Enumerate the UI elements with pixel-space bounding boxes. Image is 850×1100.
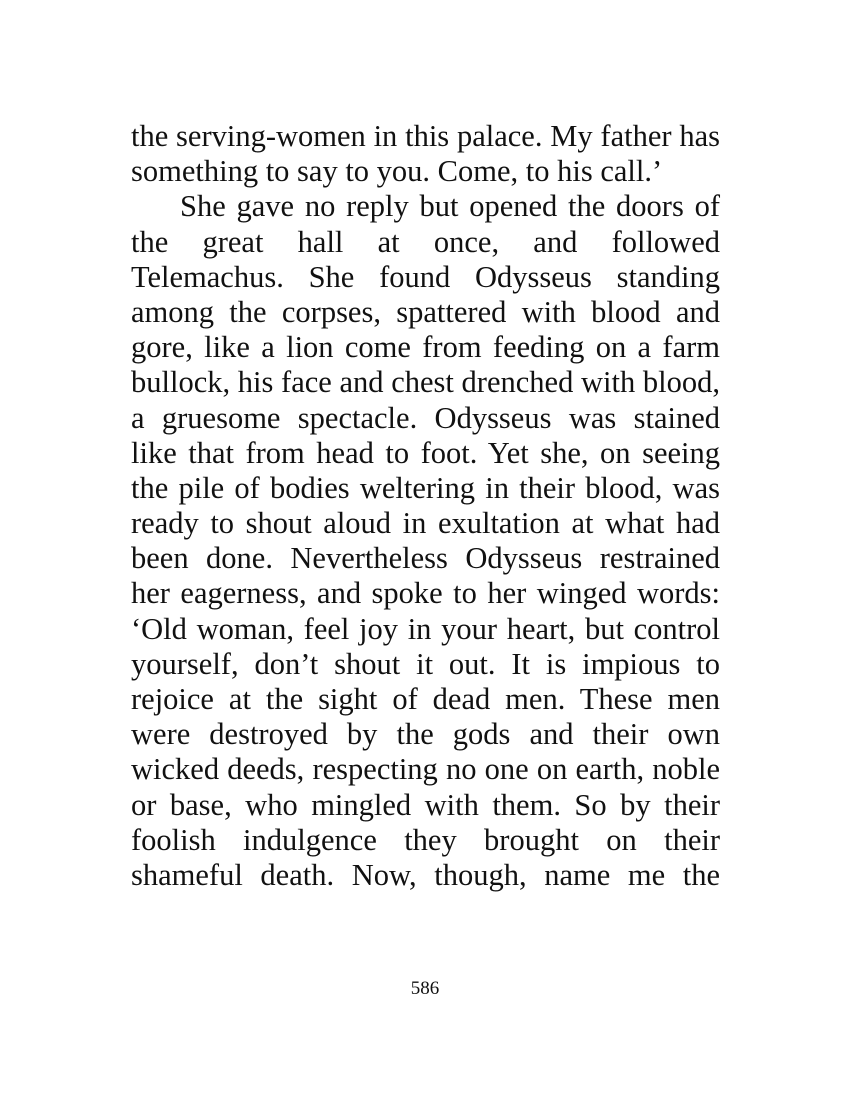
text-line: foolish indulgence they brought on their bbox=[131, 822, 720, 857]
text-line: ‘Old woman, feel joy in your heart, but control bbox=[131, 611, 720, 646]
paragraph-first-line: She gave no reply but opened the doors of bbox=[180, 189, 720, 224]
text-line: bullock, his face and chest drenched with blood, bbox=[131, 365, 720, 400]
text-line: gore, like a lion come from feeding on a farm bbox=[131, 330, 720, 365]
text-line: a gruesome spectacle. Odysseus was stained bbox=[131, 400, 720, 435]
text-line: among the corpses, spattered with blood and bbox=[131, 294, 720, 329]
text-line: were destroyed by the gods and their own bbox=[131, 717, 720, 752]
text-line: been done. Nevertheless Odysseus restrained bbox=[131, 541, 720, 576]
page-number: 586 bbox=[410, 978, 440, 999]
text-line: wicked deeds, respecting no one on earth, noble bbox=[131, 752, 720, 787]
text-line: Telemachus. She found Odysseus standing bbox=[131, 259, 720, 294]
text-line: or base, who mingled with them. So by their bbox=[131, 787, 720, 822]
text-line: ready to shout aloud in exultation at what had bbox=[131, 506, 720, 541]
text-line: like that from head to foot. Yet she, on seeing bbox=[131, 435, 720, 470]
body-text bbox=[131, 119, 720, 893]
text-line: yourself, don’t shout it out. It is impious to bbox=[131, 646, 720, 681]
text-line: the pile of bodies weltering in their blood, was bbox=[131, 470, 720, 505]
text-line: shameful death. Now, though, name me the bbox=[131, 857, 720, 892]
text-line: her eagerness, and spoke to her winged words: bbox=[131, 576, 720, 611]
text-line: something to say to you. Come, to his call.’ bbox=[131, 154, 663, 189]
text-line: rejoice at the sight of dead men. These men bbox=[131, 682, 720, 716]
text-line: the great hall at once, and followed bbox=[131, 224, 720, 259]
text-line: the serving-women in this palace. My father has bbox=[131, 119, 720, 153]
